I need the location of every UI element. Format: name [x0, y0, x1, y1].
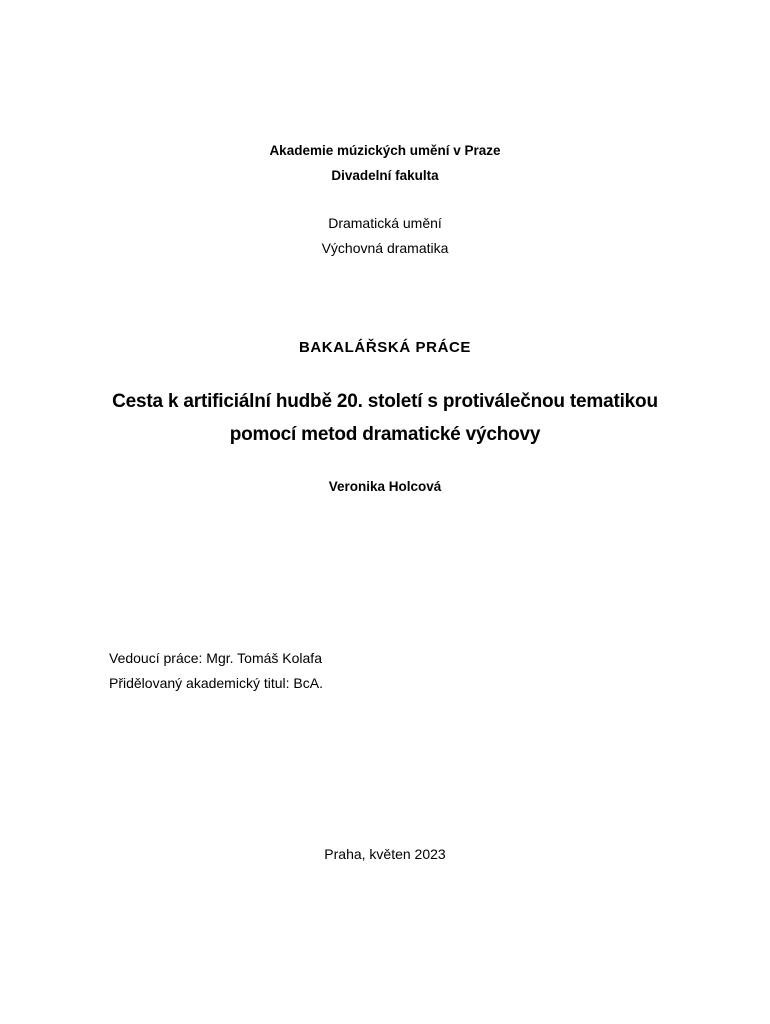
- place-and-date: Praha, květen 2023: [324, 846, 446, 862]
- thesis-title-line2: pomocí metod dramatické výchovy: [229, 424, 541, 445]
- supervisor-line: Vedoucí práce: Mgr. Tomáš Kolafa: [109, 650, 322, 666]
- specialization: Výchovná dramatika: [321, 240, 449, 256]
- field-of-study: Dramatická umění: [328, 215, 442, 231]
- degree-line: Přidělovaný akademický titul: BcA.: [109, 675, 323, 691]
- institution-name: Akademie múzických umění v Praze: [269, 143, 501, 158]
- author-name: Veronika Holcová: [328, 479, 442, 494]
- thesis-title-line1: Cesta k artificiální hudbě 20. století s protiválečnou tematikou: [112, 391, 658, 412]
- thesis-type: BAKALÁŘSKÁ PRÁCE: [298, 339, 472, 356]
- faculty-name: Divadelní fakulta: [331, 168, 439, 183]
